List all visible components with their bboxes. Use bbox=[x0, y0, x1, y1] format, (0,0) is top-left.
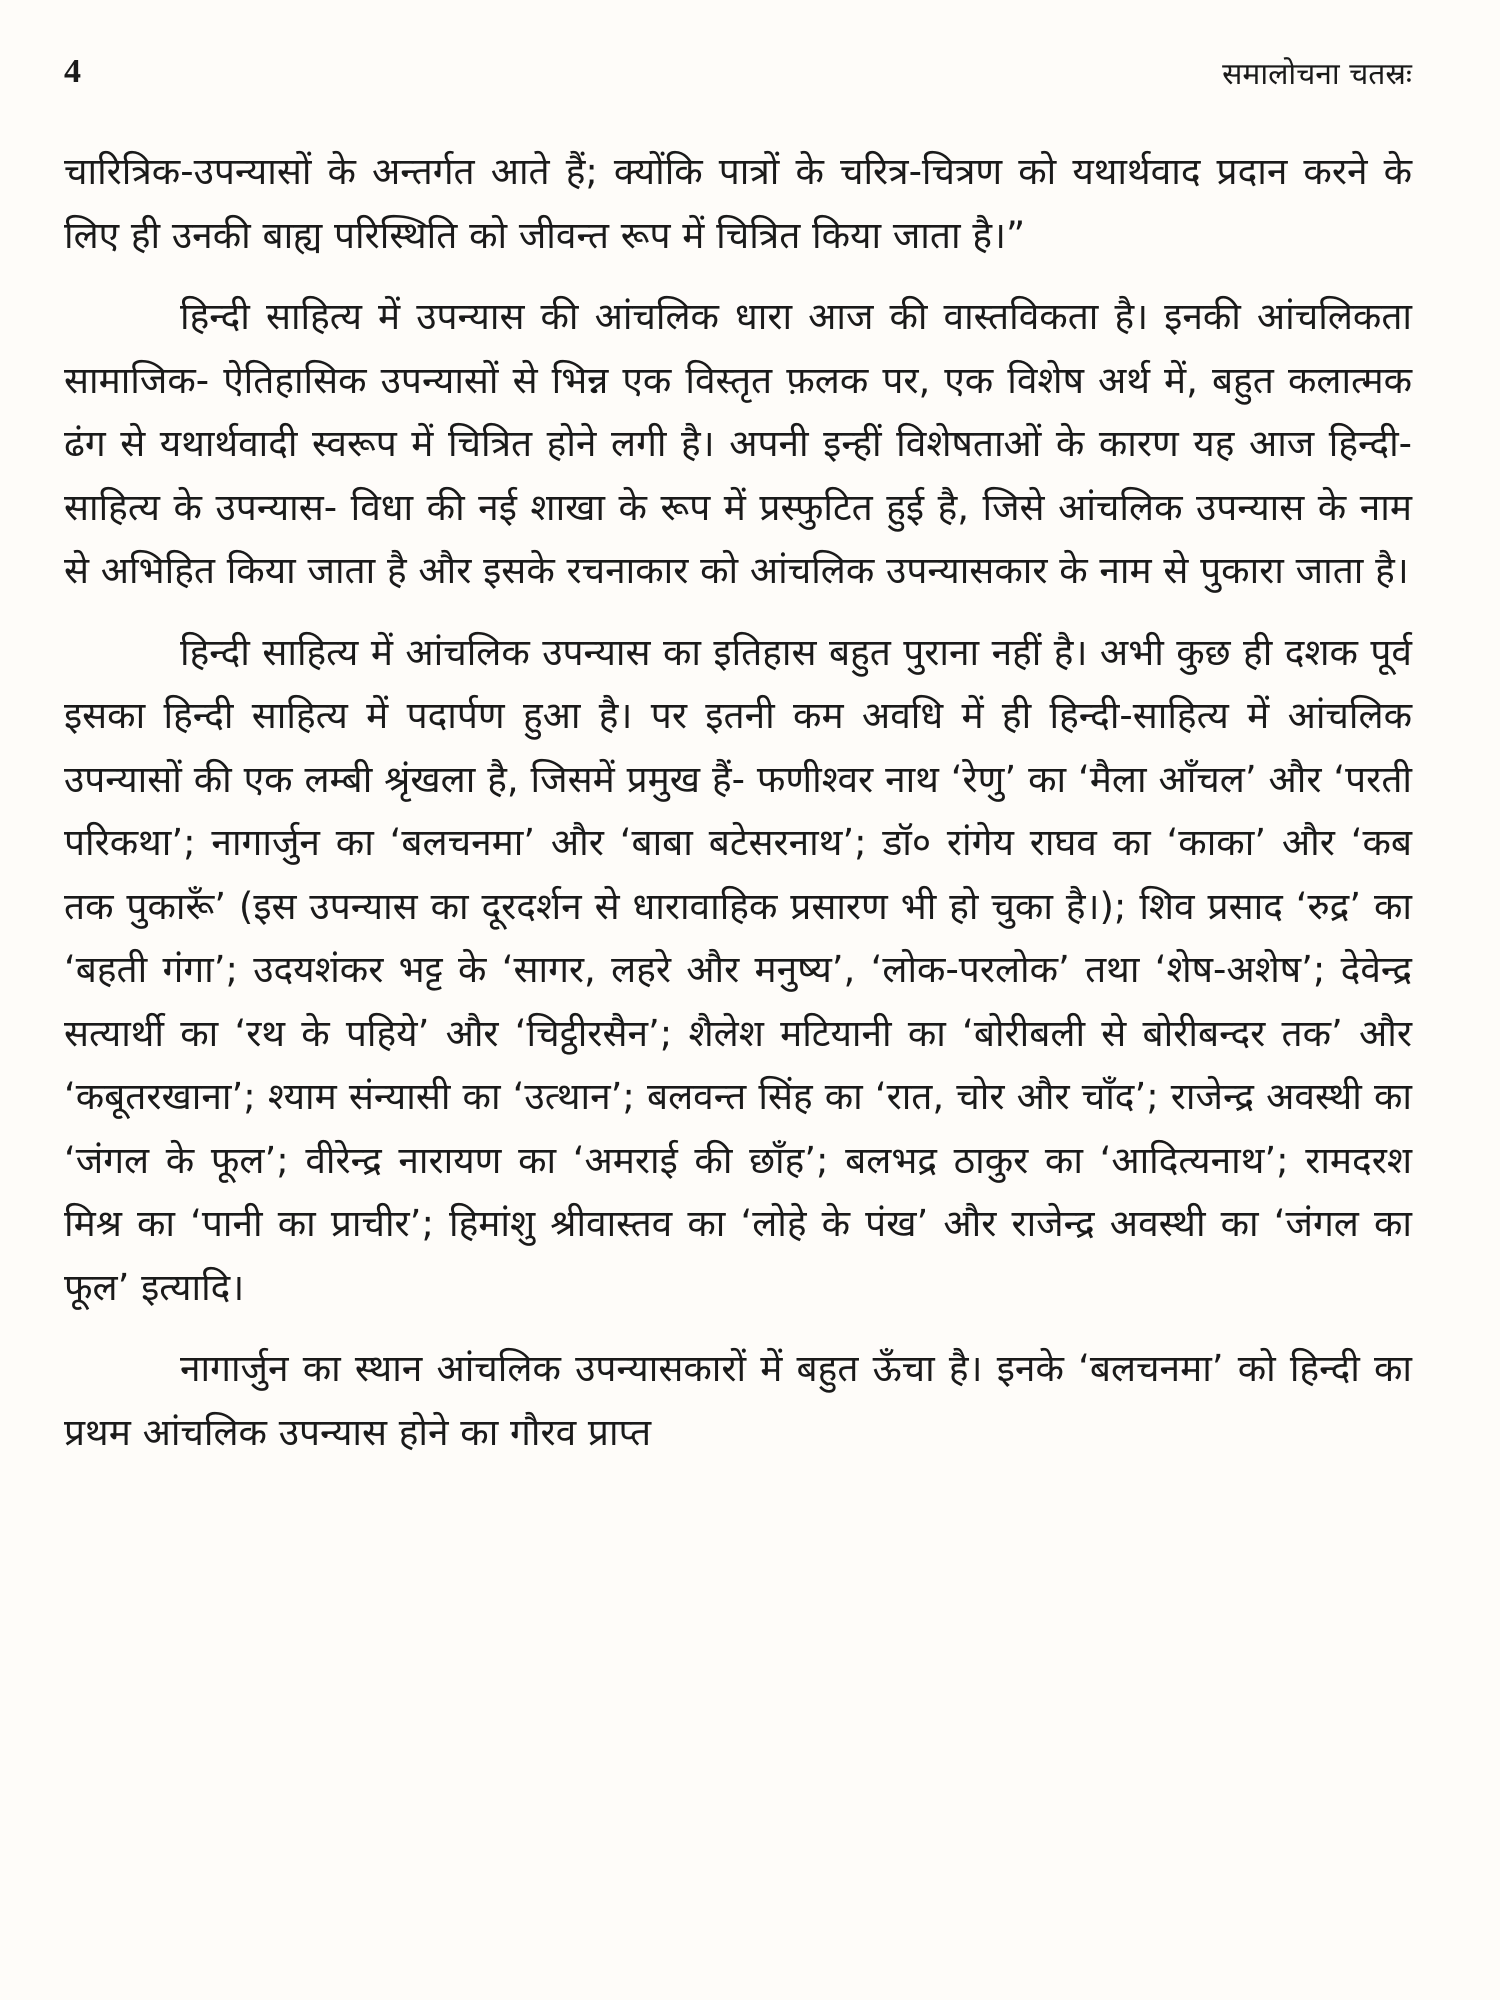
page-number: 4 bbox=[64, 53, 81, 90]
running-title: समालोचना चतस्रः bbox=[1222, 56, 1412, 92]
paragraph: हिन्दी साहित्य में आंचलिक उपन्यास का इतिहास बहुत पुराना नहीं है। अभी कुछ ही दशक पूर्व इसका हिन्दी साहित्य में पदार्पण हुआ है। पर इतनी कम अवधि में ही हिन्दी-साहित्य में आंचलिक उपन्यासों की एक लम्बी श्रृंखला है, जिसमें प्रमुख हैं- फणीश्वर नाथ ‘रेणु’ का ‘मैला आँचल’ और ‘परती परिकथा’; नागार्जुन का ‘बलचनमा’ और ‘बाबा बटेसरनाथ’; डॉ० रांगेय राघव का ‘काका’ और ‘कब तक पुकारूँ’ (इस उपन्यास का दूरदर्शन से धारावाहिक प्रसारण भी हो चुका है।); शिव प्रसाद ‘रुद्र’ का ‘बहती गंगा’; उदयशंकर भट्ट के ‘सागर, लहरे और मनुष्य’, ‘लोक-परलोक’ तथा ‘शेष-अशेष’; देवेन्द्र सत्यार्थी का ‘रथ के पहिये’ और ‘चिट्ठीरसैन’; शैलेश मटियानी का ‘बोरीबली से बोरीबन्दर तक’ और ‘कबूतरखाना’; श्याम संन्यासी का ‘उत्थान’; बलवन्त सिंह का ‘रात, चोर और चाँद’; राजेन्द्र अवस्थी का ‘जंगल के फूल’; वीरेन्द्र नारायण का ‘अमराई की छाँह’; बलभद्र ठाकुर का ‘आदित्यनाथ’; रामदरश मिश्र का ‘पानी का प्राचीर’; हिमांशु श्रीवास्तव का ‘लोहे के पंख’ और राजेन्द्र अवस्थी का ‘जंगल का फूल’ इत्यादि। bbox=[64, 630, 1412, 1309]
paragraph: हिन्दी साहित्य में उपन्यास की आंचलिक धारा आज की वास्तविकता है। इनकी आंचलिकता सामाजिक- ऐतिहासिक उपन्यासों से भिन्न एक विस्तृत फ़लक पर, एक विशेष अर्थ में, बहुत कलात्मक ढंग से यथार्थवादी स्वरूप में चित्रित होने लगी है। अपनी इन्हीं विशेषताओं के कारण यह आज हिन्दी- साहित्य के उपन्यास- विधा की नई शाखा के रूप में प्रस्फुटित हुई है, जिसे आंचलिक उपन्यास के नाम से अभिहित किया जाता है और इसके रचनाकार को आंचलिक उपन्यासकार के नाम से पुकारा जाता है। bbox=[64, 295, 1412, 592]
page-header bbox=[64, 52, 1412, 92]
paragraph: नागार्जुन का स्थान आंचलिक उपन्यासकारों में बहुत ऊँचा है। इनके ‘बलचनमा’ को हिन्दी का प्रथम आंचलिक उपन्यास होने का गौरव प्राप्त bbox=[64, 1347, 1412, 1454]
paragraph-continuation: चारित्रिक-उपन्यासों के अन्तर्गत आते हैं; क्योंकि पात्रों के चरित्र-चित्रण को यथार्थवाद प्रदान करने के लिए ही उनकी बाह्य परिस्थिति को जीवन्त रूप में चित्रित किया जाता है।” bbox=[64, 150, 1412, 257]
body-text bbox=[64, 140, 1412, 1464]
